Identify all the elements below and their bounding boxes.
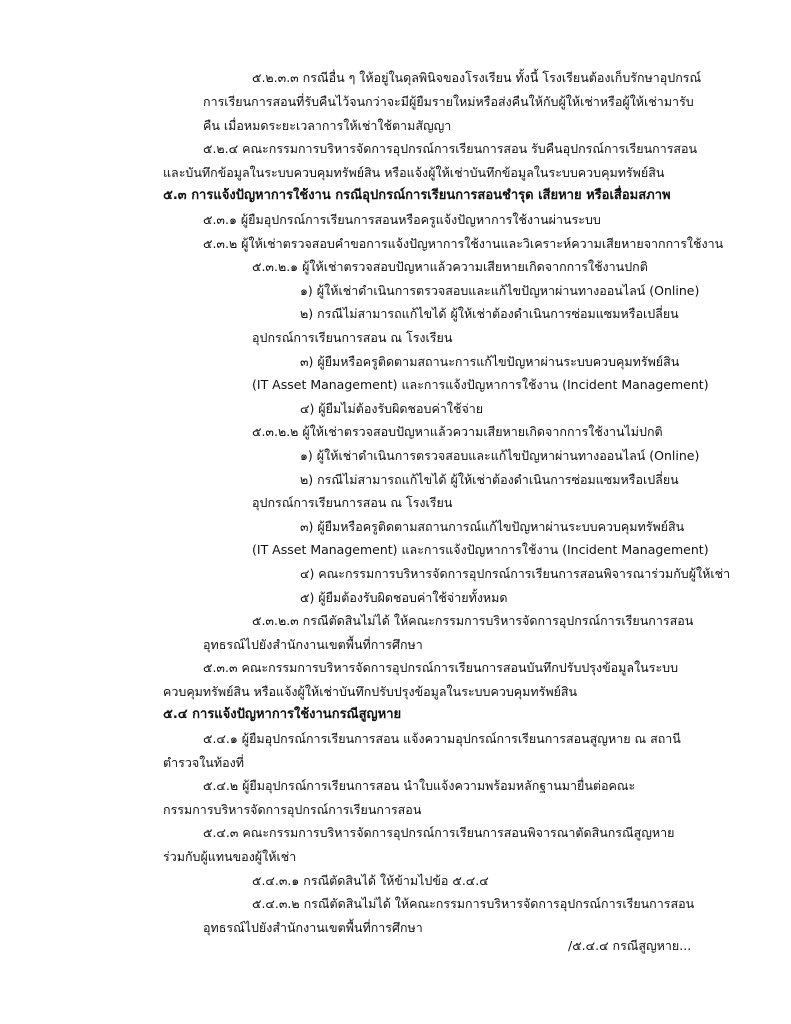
text-line: ๔) ผู้ยืมไม่ต้องรับผิดชอบค่าใช้จ่าย <box>300 401 484 416</box>
text-line: ๑) ผู้ให้เช่าดำเนินการตรวจสอบและแก้ไขปัญหาผ่านทางออนไลน์ (Online) <box>300 283 700 298</box>
text-line: (IT Asset Management) และการแจ้งปัญหาการใช้งาน (Incident Management) <box>252 377 709 392</box>
text-line: ๒) กรณีไม่สามารถแก้ไขได้ ผู้ให้เช่าต้องดำเนินการซ่อมแซมหรือเปลี่ยน <box>300 472 679 487</box>
text-line: ๕.๓.๑ ผู้ยืมอุปกรณ์การเรียนการสอนหรือครูแจ้งปัญหาการใช้งานผ่านระบบ <box>203 212 601 227</box>
text-line: ๔) คณะกรรมการบริหารจัดการอุปกรณ์การเรียนการสอนพิจารณาร่วมกับผู้ให้เช่า <box>300 566 731 581</box>
text-line: ๕.๒.๓.๓ กรณีอื่น ๆ ให้อยู่ในดุลพินิจของโรงเรียน ทั้งนี้ โรงเรียนต้องเก็บรักษาอุปกรณ์ <box>252 70 702 85</box>
text-line: คืน เมื่อหมดระยะเวลาการให้เช่าใช้ตามสัญญา <box>203 118 452 133</box>
text-line: ตำรวจในท้องที่ <box>163 755 244 770</box>
text-line: ๒) กรณีไม่สามารถแก้ไขได้ ผู้ให้เช่าต้องดำเนินการซ่อมแซมหรือเปลี่ยน <box>300 306 679 321</box>
text-line: อุปกรณ์การเรียนการสอน ณ โรงเรียน <box>252 330 453 345</box>
text-line: ๕.๓.๒ ผู้ให้เช่าตรวจสอบคำขอการแจ้งปัญหาการใช้งานและวิเคราะห์ความเสียหายจากการใช้งาน <box>203 236 724 251</box>
text-line: (IT Asset Management) และการแจ้งปัญหาการใช้งาน (Incident Management) <box>252 542 709 557</box>
text-line: ๕.๓.๒.๑ ผู้ให้เช่าตรวจสอบปัญหาแล้วความเสียหายเกิดจากการใช้งานปกติ <box>252 259 648 274</box>
section-heading: ๕.๔ การแจ้งปัญหาการใช้งานกรณีสูญหาย <box>163 707 402 722</box>
text-line: ๕.๒.๔ คณะกรรมการบริหารจัดการอุปกรณ์การเรียนการสอน รับคืนอุปกรณ์การเรียนการสอน <box>203 141 698 156</box>
text-line: และบันทึกข้อมูลในระบบควบคุมทรัพย์สิน หรือแจ้งผู้ให้เช่าบันทึกข้อมูลในระบบควบคุมทรัพย์สิน <box>163 165 665 180</box>
text-line: ๓) ผู้ยืมหรือครูติดตามสถานะการแก้ไขปัญหาผ่านระบบควบคุมทรัพย์สิน <box>300 354 680 369</box>
text-line: กรรมการบริหารจัดการอุปกรณ์การเรียนการสอน <box>163 802 422 817</box>
text-line: อุทธรณ์ไปยังสำนักงานเขตพื้นที่การศึกษา <box>203 637 423 652</box>
text-line: ควบคุมทรัพย์สิน หรือแจ้งผู้ให้เช่าบันทึกปรับปรุงข้อมูลในระบบควบคุมทรัพย์สิน <box>163 684 578 699</box>
text-line: ๕.๔.๓.๒ กรณีตัดสินไม่ได้ ให้คณะกรรมการบริหารจัดการอุปกรณ์การเรียนการสอน <box>252 896 695 911</box>
text-line: ๕.๔.๑ ผู้ยืมอุปกรณ์การเรียนการสอน แจ้งความอุปกรณ์การเรียนการสอนสูญหาย ณ สถานี <box>203 731 681 746</box>
text-line: ๕.๓.๒.๒ ผู้ให้เช่าตรวจสอบปัญหาแล้วความเสียหายเกิดจากการใช้งานไม่ปกติ <box>252 424 663 439</box>
text-line: ร่วมกับผู้แทนของผู้ให้เช่า <box>163 849 297 864</box>
text-line: อุทธรณ์ไปยังสำนักงานเขตพื้นที่การศึกษา <box>203 920 423 935</box>
text-line: ๓) ผู้ยืมหรือครูติดตามสถานการณ์แก้ไขปัญหาผ่านระบบควบคุมทรัพย์สิน <box>300 519 685 534</box>
section-heading: ๕.๓ การแจ้งปัญหาการใช้งาน กรณีอุปกรณ์การเรียนการสอนชำรุด เสียหาย หรือเสื่อมสภาพ <box>163 188 671 203</box>
text-line: การเรียนการสอนที่รับคืนไว้จนกว่าจะมีผู้ยืมรายใหม่หรือส่งคืนให้กับผู้ให้เช่าหรือผู้ให้เช่ามารับ <box>203 94 694 109</box>
text-line: ๕) ผู้ยืมต้องรับผิดชอบค่าใช้จ่ายทั้งหมด <box>300 590 508 605</box>
text-line: ๕.๓.๓ คณะกรรมการบริหารจัดการอุปกรณ์การเรียนการสอนบันทึกปรับปรุงข้อมูลในระบบ <box>203 660 679 675</box>
text-line: อุปกรณ์การเรียนการสอน ณ โรงเรียน <box>252 495 453 510</box>
text-line: ๕.๔.๓ คณะกรรมการบริหารจัดการอุปกรณ์การเรียนการสอนพิจารณาตัดสินกรณีสูญหาย <box>203 825 675 840</box>
text-line: ๕.๔.๒ ผู้ยืมอุปกรณ์การเรียนการสอน นำใบแจ้งความพร้อมหลักฐานมายื่นต่อคณะ <box>203 778 636 793</box>
text-line: ๑) ผู้ให้เช่าดำเนินการตรวจสอบและแก้ไขปัญหาผ่านทางออนไลน์ (Online) <box>300 448 700 463</box>
page-footer: /๕.๔.๔ กรณีสูญหาย... <box>568 938 692 953</box>
text-line: ๕.๔.๓.๑ กรณีตัดสินได้ ให้ข้ามไปข้อ ๕.๔.๔ <box>252 873 489 888</box>
text-line: ๕.๓.๒.๓ กรณีตัดสินไม่ได้ ให้คณะกรรมการบริหารจัดการอุปกรณ์การเรียนการสอน <box>252 613 694 628</box>
